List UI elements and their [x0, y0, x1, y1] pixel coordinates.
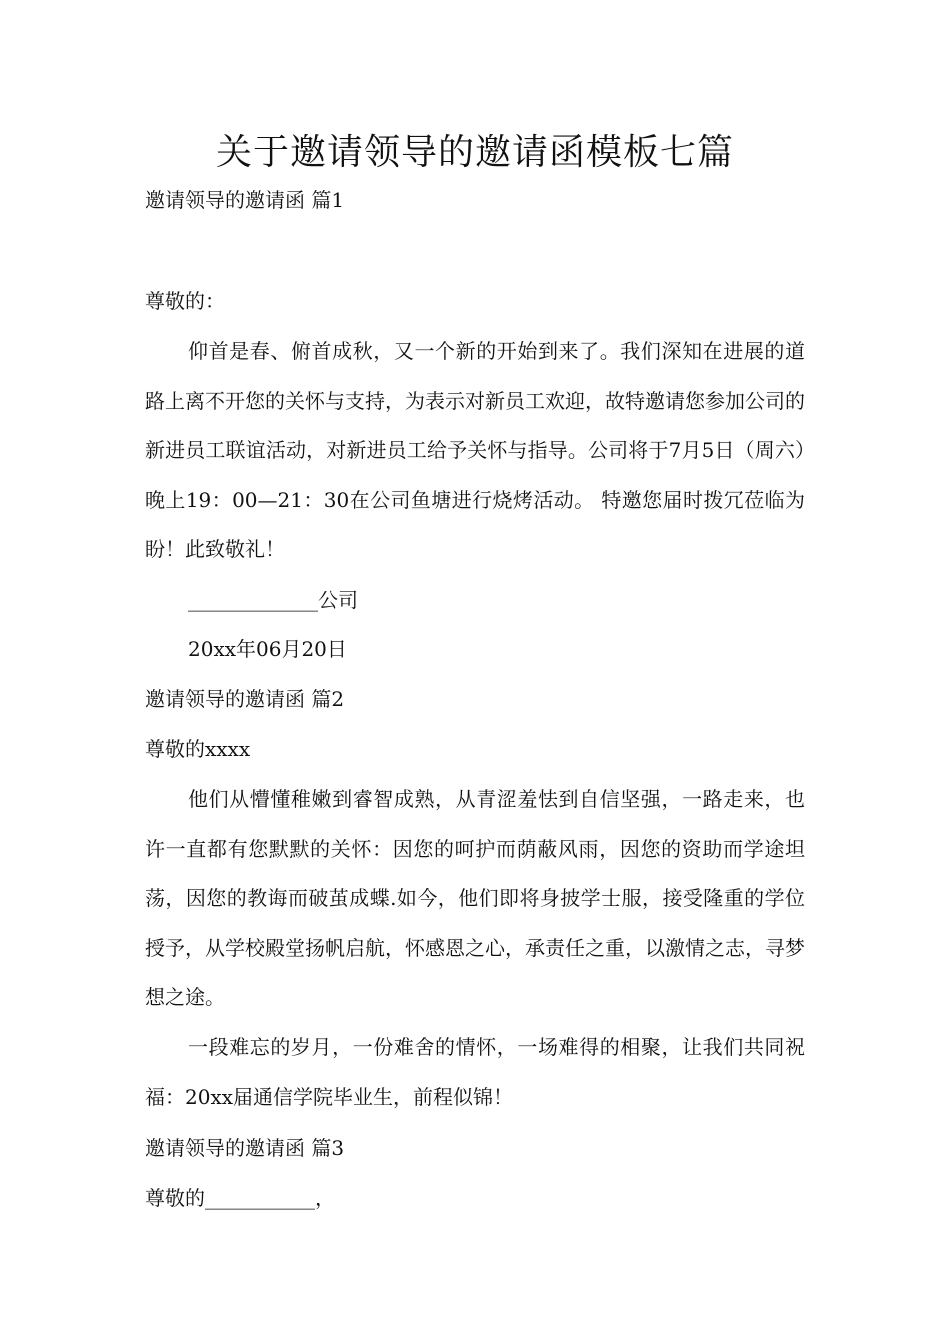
section-1-date: 20xx年06月20日	[188, 637, 347, 661]
section-3-heading: 邀请领导的邀请函 篇3	[145, 1136, 345, 1160]
section-1-heading: 邀请领导的邀请函 篇1	[145, 188, 345, 212]
section-1-body: 仰首是春、俯首成秋，又一个新的开始到来了。我们深知在进展的道路上离不开您的关怀与支持，为表示对新员工欢迎，故特邀请您参加公司的新进员工联谊活动，对新进员工给予关怀与指导。公司将于7月5日（周六）晚上19：00—21：30在公司鱼塘进行烧烤活动。 特邀您届时拨冗莅临为盼！此致敬礼！	[145, 339, 805, 561]
section-2-salutation: 尊敬的xxxx	[145, 737, 251, 761]
section-3-salutation: 尊敬的___________，	[145, 1186, 335, 1210]
document-title: 关于邀请领导的邀请函模板七篇	[215, 132, 734, 173]
section-2-body-1: 他们从懵懂稚嫩到睿智成熟，从青涩羞怯到自信坚强，一路走来，也许一直都有您默默的关怀：因您的呵护而荫蔽风雨，因您的资助而学途坦荡，因您的教诲而破茧成蝶.如今，他们即将身披学士服，接受隆重的学位授予，从学校殿堂扬帆启航，怀感恩之心，承责任之重，以激情之志，寻梦想之途。	[145, 787, 805, 1009]
section-1-signature: _____________公司	[188, 588, 358, 612]
section-2-body-2: 一段难忘的岁月，一份难舍的情怀，一场难得的相聚，让我们共同祝福：20xx届通信学院毕业生，前程似锦！	[145, 1035, 805, 1109]
section-2-heading: 邀请领导的邀请函 篇2	[145, 687, 345, 711]
section-1-salutation: 尊敬的：	[145, 289, 225, 313]
